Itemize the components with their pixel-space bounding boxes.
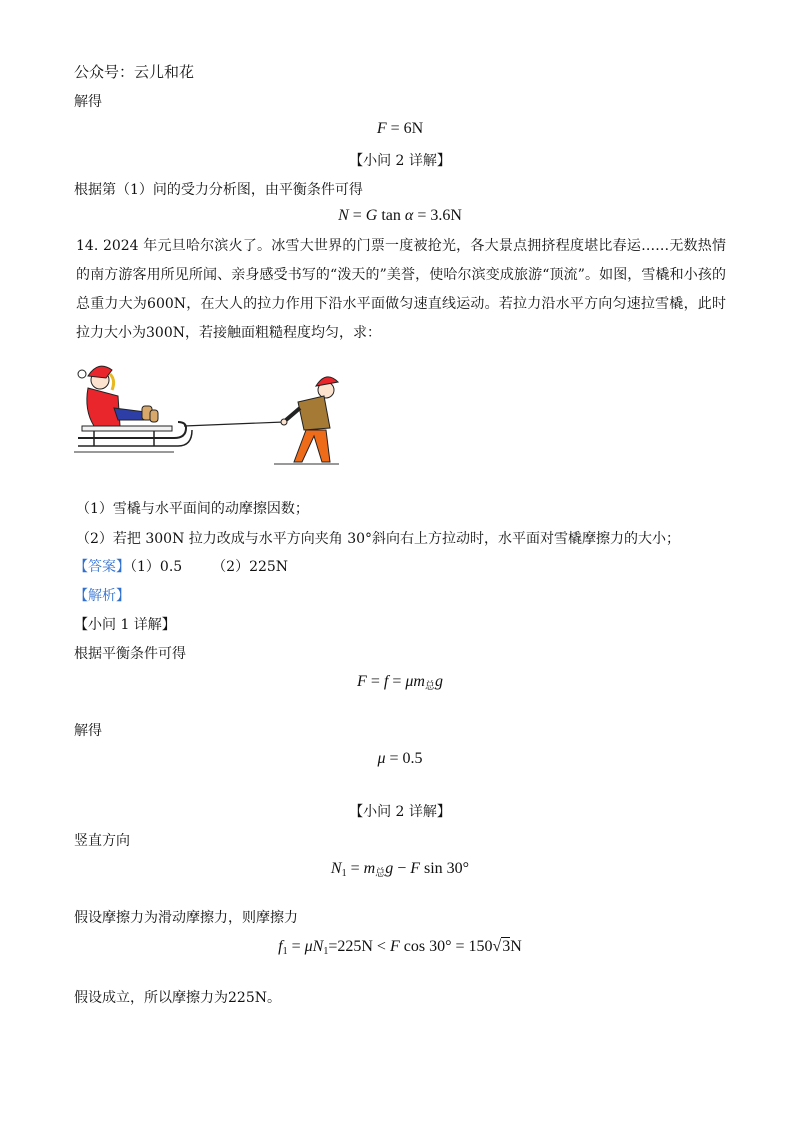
- vertical-text: 竖直方向: [74, 833, 130, 849]
- conclusion-text: 假设成立，所以摩擦力为225N。: [74, 990, 281, 1006]
- account-header: 公众号：云儿和花: [74, 63, 195, 81]
- equation-mu-value: 0.5: [402, 750, 423, 767]
- equation-F: F = 6N: [376, 120, 424, 137]
- equation-f1-value: 150: [468, 938, 493, 955]
- subquestion-2-title: 【小问 2 详解】: [349, 153, 451, 169]
- question-2: （2）若把 300N 拉力改成与水平方向夹角 30°斜向右上方拉动时，水平面对雪橇摩擦力的大小；: [76, 531, 681, 547]
- answer-tag: 【答案】: [74, 559, 130, 575]
- equation-N1: $N_1 = m_总g - F$ sin 30°: [330, 860, 470, 879]
- equation-mu: μ = 0.5: [377, 750, 423, 767]
- question-1: （1）雪橇与水平面间的动摩擦因数；: [76, 501, 309, 517]
- problem-14-text: 14. 2024 年元旦哈尔滨火了。冰雪大世界的门票一度被抢光，各大景点拥挤程度堪比春运……无数热情的南方游客用所见所闻、亲身感受书写的“泼天的”美誉，使哈尔滨变成旅游“顶流”。如图，雪橇和小孩的总重力大为600N，在大人的拉力作用下沿水平面做匀速直线运动。若拉力沿水平方向匀速拉雪橇，此时拉力大小为300N，若接触面粗糙程度均匀，求：: [76, 238, 726, 341]
- subquestion-1-title: 【小问 1 详解】: [74, 617, 176, 633]
- analysis-tag: 【解析】: [74, 588, 130, 604]
- subquestion-2-title-b: 【小问 2 详解】: [349, 804, 451, 820]
- answer-2: （2）225N: [212, 559, 289, 575]
- equation-N: N = G tan α = 3.6N: [338, 207, 462, 224]
- sled-figure: [74, 360, 344, 470]
- equation-F-value: 6N: [403, 120, 424, 137]
- subscript-total: 总: [424, 681, 435, 692]
- intro-text: 根据第（1）问的受力分析图，由平衡条件可得: [74, 182, 363, 198]
- assume-text: 假设摩擦力为滑动摩擦力，则摩擦力: [74, 910, 298, 926]
- jiede-label: 解得: [74, 94, 102, 110]
- equation-friction: $F = f = \mu m_总g$: [357, 673, 443, 692]
- subscript-total-2: 总: [375, 868, 386, 879]
- equation-N-value: 3.6N: [430, 207, 462, 224]
- sled-illustration: [74, 360, 344, 470]
- answer-1: （1）0.5: [130, 559, 183, 575]
- balance-text: 根据平衡条件可得: [74, 646, 186, 662]
- equation-f1: $f_1 = \mu N_1=225N < F$ cos 30° = 150√3N: [278, 938, 522, 957]
- jiede-label-2: 解得: [74, 723, 102, 739]
- answer-line: [74, 557, 288, 577]
- equation-f1-part1: =225N <: [328, 938, 386, 955]
